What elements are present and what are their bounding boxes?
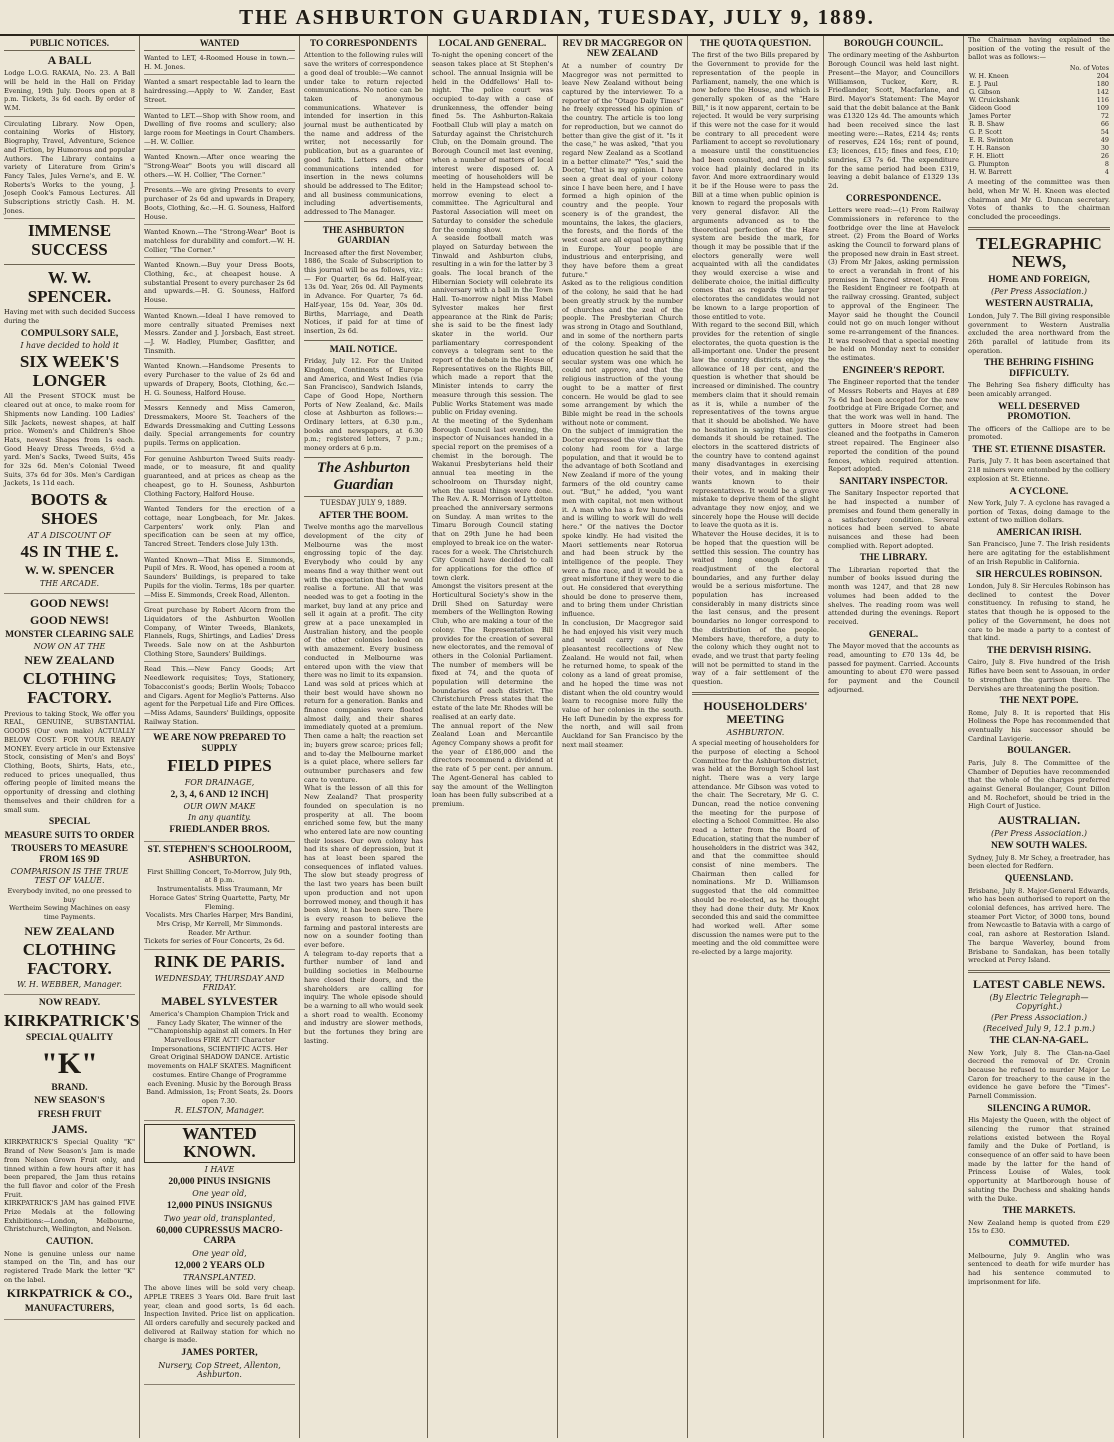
kirk-co-heading: KIRKPATRICK & CO., bbox=[6, 1286, 133, 1301]
poll-candidate: H. W. Barrett bbox=[969, 168, 1012, 177]
apple-text: The above lines will be sold very cheap. APPLE TREES 3 Years Old. Bare fruit last year, clean and good sorts, 1s 6d each. Inspection Invited. Price list on application. All orders carefully and securely packed and delivered at Railway station for which no charge is made. bbox=[144, 1284, 295, 1345]
caution-text: None is genuine unless our name stamped on the Tin, and has our registered Trade Mark the letter "K" on the label. bbox=[4, 1249, 135, 1284]
wanted-ad-11: For genuine Ashburton Tweed Suits ready-made, or to measure, fit and quality guaranteed, and at prices as cheap as the cheapest, go to H. Souness, Ashburton Clothing Factory, Halford House. bbox=[144, 454, 295, 498]
poll-candidate: G. P. Scott bbox=[969, 128, 1002, 137]
local-text-5: The annual report of the New Zealand Loan and Mercantile Agency Company shows a profit for the year of £186,000 and the directors recommend a dividend at the rate of 5 per cent. per annum. The Agent-General has cabled to say the amount of the Wellington loan has been fully subscribed at a premium. bbox=[432, 721, 553, 808]
kirk-text-2: KIRKPATRICK'S JAM has gained FIVE Prize Medals at the following Exhibitions:—London, Melbourne, Christchurch, Wellington, and Nelson. bbox=[4, 1199, 135, 1234]
poll-candidate: Gideon Good bbox=[969, 104, 1011, 113]
field-pipes-heading: FIELD PIPES bbox=[167, 756, 272, 776]
nz-heading: NEW ZEALAND bbox=[24, 653, 115, 668]
behring-heading: THE BEHRING FISHING DIFFICULTY. bbox=[984, 358, 1094, 379]
latest-sub-2: (Per Press Association.) bbox=[991, 1013, 1087, 1023]
west-aus-heading: WESTERN AUSTRALIA, bbox=[985, 299, 1093, 310]
poll-votes: 66 bbox=[1100, 120, 1109, 129]
now-ready-heading: NOW READY. bbox=[38, 998, 101, 1009]
poll-candidate: G. Gibson bbox=[969, 88, 1001, 97]
poll-row bbox=[968, 88, 1110, 96]
poll-votes: 8 bbox=[1104, 160, 1109, 169]
robinson-text: London, July 8. Sir Hercules Robinson has declined to contest the Dover constituency. In refusing to stand, he states that though he is opposed to the policy of the Government, he does not care to be made a party to a contest of that kind. bbox=[968, 582, 1110, 643]
decided-line: I have decided to hold it bbox=[20, 341, 119, 351]
wanted-ad-1: Wanted to LET, 4-Roomed House in town.—H. M. Jones. bbox=[144, 54, 295, 71]
compulsory-heading: COMPULSORY SALE, bbox=[20, 328, 119, 339]
poll-intro: The Chairman having explained the position of the voting the result of the ballot was as follows:— bbox=[968, 36, 1110, 62]
nz2-heading: NEW ZEALAND bbox=[24, 923, 115, 938]
own-make-line: OUR OWN MAKE bbox=[183, 802, 256, 812]
rink-ad bbox=[144, 953, 295, 1121]
poll-candidate: E. J. Paul bbox=[969, 80, 998, 89]
markets-text: New Zealand hemp is quoted from £29 15s to £30. bbox=[968, 1218, 1110, 1236]
poll-candidate: James Porter bbox=[969, 112, 1011, 121]
poll-row bbox=[968, 104, 1110, 112]
library-text: Circulating Library. Now Open, containing Works of History, Biography, Travel, Adventure, Science and Fiction, by Humorous and popular Authors. The Library contains a variety of Literature from Grim's Fancy Tales, Jules Verne's, and E. W. Roberts's Works to the young, J. Joseph Cook's Famous Lectures. All Subscriptions strictly Cash. H. M. Jones. bbox=[4, 119, 135, 215]
correspondents-heading: TO CORRESPONDENTS bbox=[309, 39, 418, 49]
masthead bbox=[0, 0, 1114, 36]
monster-heading: MONSTER CLEARING SALE bbox=[5, 629, 134, 640]
drainage-line: FOR DRAINAGE, bbox=[184, 777, 255, 787]
poll-row bbox=[968, 160, 1110, 168]
reader-text: Reader. Mr Arthur. bbox=[187, 928, 252, 937]
mabel-text: America's Champion Champion Trick and Fancy Lady Skater, The winner of the ""Championship against all comers. In Her Marvellous FIRE ACT! Character Impersonations, SCIENTIFIC ACTS. Her Great Original SHADOW DANCE. Artistic movements on HALF SKATES. Magnificent costumes. Entire Change of Programme each Evening. Music by the Borough Brass Band. Admission, 1s; Front Seats, 2s. Doors open 7.30. bbox=[146, 1009, 293, 1105]
wanted-ad-12: Wanted Tenders for the erection of a cottage, near Longbeach, for Mr. Jakes. Carpenters' work only. Plan and specification can be seen at my office, Tancred Street. Tenders close July 13th. bbox=[144, 505, 295, 549]
irish-heading: AMERICAN IRISH. bbox=[996, 528, 1082, 539]
poll-row bbox=[968, 144, 1110, 152]
column-7 bbox=[824, 36, 964, 1438]
poll-candidate: T. H. Ranson bbox=[969, 144, 1011, 153]
householders-sub: ASHBURTON. bbox=[726, 728, 785, 738]
friedlander-heading: FRIEDLANDER BROS. bbox=[169, 825, 270, 836]
wanted-ad-7: Wanted Known.—Buy your Dress Boots, Clothing, &c., at cheapest house. A substantial Present to every purchaser 2s 6d and upwards.—H. G. Souness, Halford House. bbox=[144, 261, 295, 305]
tickets-text: Tickets for series of Four Concerts, 2s 6d. bbox=[144, 937, 285, 946]
porter-ad bbox=[144, 1124, 295, 1385]
queensland-heading: QUEENSLAND. bbox=[1004, 874, 1074, 885]
sizes-line: 2, 3, 4, 6 AND 12 INCH] bbox=[170, 789, 269, 800]
instrumentalists-text: Instrumentalists. Miss Traumann, Mr Horace Gates' String Quartette, Party, Mr Fleming. bbox=[149, 885, 290, 911]
cyclone-text: New York, July 7. A cyclone has ravaged a portion of Texas, doing damage to the extent of two million dollars. bbox=[968, 498, 1110, 525]
k-brand-heading: "K" bbox=[41, 1046, 98, 1080]
inner-masthead: The Ashburton Guardian bbox=[304, 457, 423, 497]
clothing2-heading: CLOTHING FACTORY. bbox=[22, 939, 117, 978]
poll-votes: 116 bbox=[1096, 96, 1109, 105]
poll-votes: 49 bbox=[1100, 136, 1109, 145]
quota-text: The first of the two Bills prepared by the Government to provide for the representation of the people in Parliament, namely, the one which is now before the House, and which is generally spoken of as the "Hare Bill," is it now apparent, certain to be rejected. It would be very surprising if this were not the case for it would be contrary to all precedent were Parliament to accept so revolutionary a measure until the constituencies had been consulted, and the public voice had plainly declared in its favor. And more extraordinary would it be if the House were to pass the Bill at a time when public opinion is known to regard the proposals with very general disfavor. All the arguments advanced as to the theoretical perfection of the Hare system are beside the mark, for though it may be possible that if the electors generally were well acquainted with all the candidates they would exercise a wise and deliberate choice, the initial difficulty comes that as regards the larger electorates the candidates would not be known to a large proportion of those entitled to vote. bbox=[692, 51, 819, 321]
special-heading: SPECIAL bbox=[48, 817, 91, 828]
macgregor-text-4: In conclusion, Dr Macgregor said he had enjoyed his visit very much and would carry away the pleasantest recollections of New Zealand. He would not fail, when he returned home, to speak of the colony as a land of great promise, and he hoped the time was not distant when the old country would learn to recognise more fully the value of her colonies in the south. He left Dunedin by the express for the north, and will sail from Auckland for San Francisco by the next mail steamer. bbox=[562, 618, 683, 749]
wanted-ad-8: Wanted Known.—Ideal I have removed to more centrally situated Premises next Messrs. Zander and J. Jorsbach, East street.—J. W. Hadley, Plumber, Gasfitter, and Tinsmith. bbox=[144, 311, 295, 355]
webber-line: W. H. WEBBER, Manager. bbox=[17, 980, 122, 990]
local-heading: LOCAL AND GENERAL. bbox=[438, 39, 547, 49]
poll-votes: 109 bbox=[1096, 104, 1109, 113]
engineer-text: The Engineer reported that the tender of Messrs Roberts and Hayes at £89 7s 6d had been accepted for the new footbridge at Fire Brigade Corner, and that the work was well in hand. The gutters in Moore street had been cleaned and the footpaths in Cameron street repaired. The Engineer also reported the condition of the pound fences, which required attention. Report adopted. bbox=[828, 378, 959, 474]
commuted-heading: COMMUTED. bbox=[1008, 1239, 1070, 1250]
discount-pre: AT A DISCOUNT OF bbox=[27, 530, 111, 540]
ball-text: Lodge L.O.G. RAKAIA, No. 23. A Ball will be held in the Hall on Friday Evening, 19th July. Doors open at 8 p.m. Tickets, 3s 6d each. By order of W.M. bbox=[4, 69, 135, 112]
ball-ad bbox=[4, 54, 135, 117]
poll-row bbox=[968, 120, 1110, 128]
column-2 bbox=[140, 36, 300, 1438]
poll-header: No. of Votes bbox=[1069, 64, 1109, 73]
poll-row bbox=[968, 80, 1110, 88]
west-aus-text: London, July 7. The Bill giving responsible government to Western Australia excluded the area northward from the 26th parallel of latitude from its operation. bbox=[968, 311, 1110, 355]
trousers-heading: TROUSERS TO MEASURE FROM 16S 9D bbox=[11, 844, 128, 865]
everybody-line: Everybody invited, no one pressed to buy bbox=[7, 886, 132, 904]
manufacturers-heading: MANUFACTURERS, bbox=[24, 1303, 115, 1314]
good-news-heading: GOOD NEWS! bbox=[29, 596, 109, 611]
wanted-ad-9: Wanted Known.—Handsome Presents to every Purchaser to the value of 2s 6d and upwards of Drapery, Boots, Clothing, &c.—H. G. Souness, Halford House. bbox=[144, 362, 295, 397]
kirkpatrick-heading: KIRKPATRICK'S bbox=[4, 1010, 140, 1030]
boulanger-text: Paris, July 8. The Committee of the Chamber of Deputies have recommended that the whole of the charges preferred against General Boulanger, Count Dillon and M. Rochefort, should be tried in the High Court of Justice. bbox=[968, 758, 1110, 811]
clothing-heading: CLOTHING FACTORY. bbox=[22, 669, 117, 708]
years-heading: 12,000 2 YEARS OLD bbox=[174, 1260, 265, 1271]
transplanted-line: TRANSPLANTED. bbox=[183, 1273, 256, 1283]
spencer-text: Having met with such decided Success during the bbox=[4, 308, 135, 325]
fresh-fruit-heading: FRESH FRUIT bbox=[37, 1109, 102, 1120]
nsw-text: Sydney, July 8. Mr Schey, a freetrader, has been elected for Redfern. bbox=[968, 853, 1110, 871]
press-assoc: (Per Press Association.) bbox=[991, 287, 1087, 297]
column-8 bbox=[964, 36, 1114, 1438]
guardian-heading: THE ASHBURTON GUARDIAN bbox=[322, 225, 405, 247]
brand-heading: BRAND. bbox=[51, 1082, 88, 1093]
poll-candidate: E. R. Swinton bbox=[969, 136, 1014, 145]
latest-heading: LATEST CABLE NEWS. bbox=[973, 976, 1105, 991]
poll-votes: 26 bbox=[1100, 152, 1109, 161]
next-pope-text: Rome, July 8. It is reported that His Holiness the Pope has recommended that eventually his successor should be Cardinal Lavigerie. bbox=[968, 708, 1110, 743]
spencer2-heading: W. W. SPENCER bbox=[24, 563, 115, 578]
column-2-header: WANTED bbox=[144, 36, 295, 51]
spencer-ad bbox=[4, 222, 135, 594]
comparison-line: COMPARISON IS THE TRUE TEST OF VALUE. bbox=[10, 866, 129, 885]
library7-text: The Librarian reported that the number of books issued during the month was 1247, and that 28 new volumes had been added to the shelves. The reading room was well attended during the evenings. Report received. bbox=[828, 565, 959, 626]
wanted-ad-3: Wanted to LET.—Shop with Show room, and Dwelling of five rooms and scullery; also large room for Meetings in Court Chambers.—H. W. Collier. bbox=[144, 111, 295, 146]
quota-text-2: With regard to the second Bill, which provides for the retention of single electorates, the quota question is the all-important one. Under the present law the country districts enjoy the allowance of 18 per cent, and the question is whether that should be increased or diminished. The country members claim that it should remain as it is, while a number of the representatives of the towns argue that it should be abolished. We have no hesitation in saying that justice demands it should be retained. The electors in the scattered districts of the country have to contend against many disadvantages in exercising their votes, and in making their wants known to their representatives. It would be a grave mistake to deprive them of the slight advantage they now enjoy, and we sincerely hope the House will decide to leave the quota as it is. bbox=[692, 321, 819, 530]
correspondents-text: Attention to the following rules will save the writers of correspondence a good deal of trouble:—We cannot under take to return rejected communications. No notice can be taken of anonymous communications. Whatever is intended for insertion in this journal must be authenticated by the name and address of the writer, not necessarily for publication, but as a guarantee of good faith. Letters and other communications intended for insertion in the news columns should be addressed to The Editor; and all business communications, including advertisements, addressed to The Manager. bbox=[304, 51, 423, 217]
column-1 bbox=[0, 36, 140, 1438]
poll-votes: 180 bbox=[1096, 80, 1109, 89]
etienne-heading: THE ST. ETIENNE DISASTER. bbox=[972, 444, 1106, 455]
macgregor-text-2: Asked as to the religious condition of the colony, he said that he had been greatly struck by the number of churches and the zeal of the people. The Presbyterian Church was strong in Otago and Southland, and in some of the northern parts of the colony. Speaking of the education question he said that the secular system was one which he could not approve, and that the religious instruction of the young ought to be a matter of first concern. He would be glad to see some arrangement by which the Bible might be read in the schools without note or comment. bbox=[562, 279, 683, 427]
macgregor-heading: REV DR MACGREGOR ON NEW ZEALAND bbox=[562, 39, 683, 60]
immense-heading: IMMENSE SUCCESS bbox=[27, 221, 112, 260]
wanted-ad-6: Wanted Known.—The "Strong-Wear" Boot is matchless for durability and comfort.—W. H. Collier, "The Corner." bbox=[144, 228, 295, 254]
wanted-ad-13: Wanted Known—That Miss E. Simmonds, Pupil of Mrs. R. Wood, has opened a room at Saunders' Buildings, is prepared to take Pupils for the violin. Terms, 18s per quarter.—Miss E. Simmonds, Creek Road, Allenton. bbox=[144, 555, 295, 599]
discount-heading: 4S IN THE £. bbox=[20, 541, 119, 561]
etienne-text: Paris, July 7. It has been ascertained that 218 miners were entombed by the colliery explosion at St. Etienne. bbox=[968, 457, 1110, 483]
wanted-ad-15: Read This.—New Fancy Goods; Art Needlework requisites; Toys, Stationery, Tobacconist's goods; Berlin Wools; Tobacco and Cigars. Agent for Meglio's Patterns. Also agent for the Perpetual Life and Fire Offices.—Miss Adams, Saunders' Buildings, opposite Railway Station. bbox=[144, 665, 295, 726]
clothing-ad bbox=[4, 597, 135, 995]
silencing-text: His Majesty the Queen, with the object of silencing the rumor that strained relations existed between the Royal family and the Duke of Portland, is consequence of an offer said to have been made by the latter for the hand of Princess Louise of Wales, took opportunity at Marlborough house of saluting the Duchess and shaking hands with the Duke. bbox=[968, 1116, 1110, 1203]
poll-row bbox=[968, 112, 1110, 120]
library-ad bbox=[4, 120, 135, 220]
boom-text-2: What is the lesson of all this for New Zealand? That prosperity founded on speculation is no prosperity at all. The boom enriched some few, but the many who entered late are now counting their losses. Our own colony has had its share of depression, but it has at least been spared the consequences of inflated values. The slow but steady progress of the last two years has been built upon production and not upon borrowed money, and though it has been slow, it has been sure. There is every reason to believe the farming and pastoral interests are now on a sounder footing than ever before. bbox=[304, 784, 423, 950]
poll-row bbox=[968, 152, 1110, 160]
irish-text: San Francisco, June 7. The Irish residents here are agitating for the establishment of an Irish Republic in California. bbox=[968, 540, 1110, 566]
poll-candidate: W. Cruickshank bbox=[969, 96, 1020, 105]
cupress-heading: 60,000 CUPRESSUS MACRO-CARPA bbox=[156, 1225, 283, 1247]
mail-text: Friday, July 12. For the United Kingdom, Continents of Europe and America, and West Indies (via San Francisco), Sandwich Islands, Cape of Good Hope, Northern Ports of New Zealand, &c. Mails close at Ashburton as follows:—Ordinary letters, at 6.30 p.m., books and newspapers, at 6.30 p.m.; registered letters, 7 p.m.; money orders at 6 p.m. bbox=[304, 357, 423, 453]
sanitary-heading: SANITARY INSPECTOR. bbox=[839, 476, 948, 487]
commuted-text: Melbourne, July 9. Anglin who was sentenced to death for wife murder has had his sentence commuted to imprisonment for life. bbox=[968, 1251, 1110, 1286]
library-heading: THE LIBRARY. bbox=[859, 553, 928, 564]
general-heading: GENERAL. bbox=[868, 629, 919, 640]
clan-text: New York, July 8. The Clan-na-Gael decreed the removal of Dr. Cronin because he refused to murder Major Le Caron for treachery to the cause in the evidence he gave before the "Times"-Parnell Commission. bbox=[968, 1048, 1110, 1101]
caution-heading: CAUTION. bbox=[45, 1237, 94, 1248]
elston-line: R. ELSTON, Manager. bbox=[174, 1105, 265, 1115]
inner-date: TUESDAY JULY 9, 1889. bbox=[320, 498, 407, 507]
dervish-heading: THE DERVISH RISING. bbox=[987, 645, 1091, 656]
macgregor-text-3: On the subject of immigration the Doctor expressed the view that the colony had room for a large population, and that it would be to the advantage of both Scotland and New Zealand if more of the young farmers of the old country came out. "But," he added, "you want men with capital, not men without it. A man who has a few hundreds and is willing to work will do well here." Of the natives the Doctor spoke kindly. He had visited the Maori settlements near Rotorua and had been struck by the intelligence of the people. They were a fine race, and it would be a great misfortune if they were to die out. He considered that everything should be done to preserve them, and to bring them under Christian influence. bbox=[562, 427, 683, 619]
boom-text: Twelve months ago the marvellous development of the city of Melbourne was the most engrossing topic of the day. Everybody who could by any means find a way thither went out with the expectation that he would realise a fortune. All that was needed was to get a footing in the market, buy land at any price and sell it again at a profit. The city grew at a pace unexampled in Australian history, and the people of the other colonies looked on with amazement. Every business conducted in Melbourne was entered upon with the view that there was no limit to its expansion. Land was sold at prices which at their best would have shown no return for a generation. Banks and finance companies were floated almost daily, and their shares immediately quoted at a premium. Then came a halt; the reaction set in; buyers grew scarce; prices fell; and to-day the Melbourne market is a quiet place, where sellers far outnumber purchasers and few care to venture. bbox=[304, 523, 423, 784]
general-text: The Mayor moved that the accounts as read, amounting to £70 13s 4d, be passed for payment. Carried. Accounts amounting to about £70 were passed for payment and the Council adjourned. bbox=[828, 642, 959, 694]
clan-heading: THE CLAN-NA-GAEL. bbox=[989, 1036, 1089, 1047]
good-news-heading-2: GOOD NEWS! bbox=[29, 612, 109, 627]
boulanger-heading: BOULANGER. bbox=[1007, 746, 1071, 757]
poll-votes: 4 bbox=[1104, 168, 1109, 177]
householders-text: A special meeting of householders for the purpose of electing a School Committee for the Ashburton district, was held at the Borough School last night. There was a very large attendance. Mr Gibson was voted to the chair. The Secretary, Mr G. C. Duncan, read the notice convening the meeting for the purpose of electing a School Committee. He also read a letter from the Board of Education, stating that the number of householders in the district was 342, and that the committee should consist of nine members. The Chairman then called for nominations. Mr D. Williamson suggested that the old committee should be re-elected, as he thought they had done their duty. Mr Knox seconded this and said the committee had worked well. After some discussion the names were put to the meeting and the old committee were re-elected by a large majority. bbox=[692, 739, 819, 957]
householders-heading: HOUSEHOLDERS' MEETING bbox=[703, 698, 808, 726]
poll-votes: 204 bbox=[1096, 72, 1109, 81]
prepared-heading: WE ARE NOW PREPARED TO SUPPLY bbox=[153, 733, 286, 754]
wanted-ad-10: Messrs Kennedy and Miss Cameron, Dressmakers, Moore St. Teachers of the Edwards Dressmaking and Cutting Lessons daily. Special arrangements for country pupils. Terms on application. bbox=[144, 404, 295, 448]
now-on-line: NOW ON AT THE bbox=[33, 642, 106, 652]
guardian-text: Increased after the first November, 1886, the Scale of Subscription to this journal will be as follows, viz.:— For Quarter, 6s 6d. Half-year, 13s 0d. Year, 26s 0d. All Payments in Advance. For Quarter, 7s 6d. Half-year, 15s 0d. Year, 30s 0d. Births, Marriage, and Death Notices, if paid for at time of insertion, 2s 6d. bbox=[304, 248, 423, 335]
concert-ad bbox=[144, 845, 295, 950]
poll-candidate: R. B. Shaw bbox=[969, 120, 1005, 129]
spencer-heading: W. W. SPENCER. bbox=[27, 267, 112, 306]
corr7-heading: CORRESPONDENCE. bbox=[845, 193, 942, 204]
quota-text-3: Whatever the House decides, it is to be hoped that the question will be settled this session. The country has waited long enough for a readjustment of the electoral boundaries, and any further delay would be a serious misfortune. The population has increased considerably in many districts since the last census, and the present boundaries no longer correspond to the distribution of the people. Members have, therefore, a duty to the colony which they ought not to evade, and we trust that party feeling will not be permitted to stand in the way of a fair settlement of the question. bbox=[692, 530, 819, 687]
pinus2-heading: 12,000 PINUS INSIGNUS bbox=[166, 1201, 273, 1212]
arcade-line: THE ARCADE. bbox=[39, 579, 100, 589]
sanitary-text: The Sanitary Inspector reported that he had inspected a number of premises and found them generally in a satisfactory condition. Several notices had been served to abate nuisances and these had been complied with. Report adopted. bbox=[828, 489, 959, 550]
home-foreign-heading: HOME AND FOREIGN, bbox=[988, 275, 1090, 285]
local-text: To-night the opening concert of the season takes place at St Stephen's school. The annual Insignia will be held in the Oddfellows' Hall to-night. The police court was occupied to-day with a case of drunkenness, the offender being fined 5s. The Ashburton-Rakaia Football Club will play a match on Saturday against the Christchurch Club, on the Domain ground. The Borough Council met last evening, when a number of matters of local interest were disposed of. A meeting of householders will be held in the Hampstead school to-morrow evening to elect a committee. The Agricultural and Pastoral Association will meet on Saturday to consider the schedule for the coming show. bbox=[432, 51, 553, 234]
any-quantity-line: In any quantity. bbox=[187, 813, 252, 823]
poll-after: A meeting of the committee was then held, when Mr W. H. Kneen was elected chairman and Mr G. Duncan secretary. Votes of thanks to the chairman concluded the proceedings. bbox=[968, 178, 1110, 221]
local-text-4: Amongst the visitors present at the Horticultural Society's show in the Drill Shed on Saturday were members of the Wellington Rowing Club, who are making a tour of the colony. The Representation Bill provides for the creation of several new electorates, and the removal of others in the Colonial Parliament. The number of members will be fixed at 74, and the quota of population will determine the boundaries of each district. The Christchurch Press states that the estate of the late Mr. Rhodes will be realised at an early date. bbox=[432, 582, 553, 721]
poll-votes: 142 bbox=[1096, 88, 1109, 97]
pinus-age: One year old, bbox=[192, 1189, 247, 1199]
pinus2-age: Two year old, transplanted, bbox=[163, 1213, 276, 1223]
corr7-text: Letters were read:—(1) From Railway Commissioners in reference to the footbridge over the line at Havelock street. (2) From the Board of Works asking the Council to forward plans of the proposed new drain in East street. (3) From Mr Jakes, asking permission to erect a verandah in front of his premises in Tancred street. (4) From the Resident Engineer re footpath at the railway crossing. Granted, subject to approval of the Engineer. The Mayor said he thought the Council could not go on much longer without some re-arrangement of the finances. It was resolved that a special meeting be held on Monday next to consider the estimates. bbox=[828, 206, 959, 363]
special-quality-heading: SPECIAL QUALITY bbox=[25, 1033, 114, 1044]
poll-row bbox=[968, 96, 1110, 104]
wertheim-line: Wertheim Sewing Machines on easy time Payments. bbox=[9, 904, 130, 922]
local-text-2: A seaside football match was played on Saturday between the Tinwald and Ashburton clubs, resulting in a win for the latter by 3 goals. The local branch of the Hibernian Society will celebrate its anniversary with a ball in the Town Hall. To-morrow night Miss Mabel Sylvester makes her first appearance at the Rink de Paris; she is said to be the finest lady skater in the world. Our parliamentary correspondent conveys a telegram sent to the report of the debate in the House of Representatives on the Rights Bill, which made a report that the Minister intends to carry the measure through this session. The Public Works Statement was made public on Friday evening. bbox=[432, 234, 553, 417]
wanted-ad-5: Presents.—We are giving Presents to every purchaser of 2s 6d and upwards in Drapery, Boots, Clothing, &c.—H. G. Souness, Halford House. bbox=[144, 186, 295, 221]
porter-heading: JAMES PORTER, bbox=[181, 1348, 258, 1359]
stephens-heading: ST. STEPHEN'S SCHOOLROOM, ASHBURTON. bbox=[147, 844, 292, 866]
kirk-text: KIRKPATRICK'S Special Quality "K" Brand of New Season's Jam is made from Nelson Grown Fruit only, and tinned within a few hours after it has been prepared, the Jam thus retains the full flavor and color of the Fresh Fruit. bbox=[4, 1138, 135, 1199]
rink-heading: RINK DE PARIS. bbox=[154, 952, 285, 972]
poll-votes: 54 bbox=[1100, 128, 1109, 137]
boots-heading: BOOTS & SHOES bbox=[31, 490, 108, 528]
cyclone-heading: A CYCLONE. bbox=[1009, 486, 1069, 497]
queensland-text: Brisbane, July 8. Major-General Edwards, who has been authorised to report on the colonial defences, has arrived here. The steamer Port Victor, of 3000 tons, bound from Newcastle to Batavia with a cargo of coal, ran ashore at Restoration Island. The barque Waverley, bound from Brisbane to Sandakan, has been totally wrecked at Percy Island. bbox=[968, 886, 1110, 965]
dervish-text: Cairo, July 8. Five hundred of the Irish Rifles have been sent to Assouan, in order to strengthen the garrison there. The Dervishes are threatening the position. bbox=[968, 658, 1110, 693]
field-pipes-ad bbox=[144, 733, 295, 841]
poll-table bbox=[968, 64, 1110, 176]
borough-heading: BOROUGH COUNCIL. bbox=[843, 39, 944, 49]
australian-heading: AUSTRALIAN. bbox=[997, 813, 1081, 828]
well-deserved-heading: WELL DESERVED PROMOTION. bbox=[998, 401, 1080, 423]
boom-text-3: A telegram to-day reports that a further number of land and building societies in Melbourne have closed their doors, and the shareholders are calling for inquiry. The whole episode should be a warning to all who would seek a short road to wealth. Economy and industry are slower methods, but the fortunes they bring are lasting. bbox=[304, 949, 423, 1045]
after-boom-heading: AFTER THE BOOM. bbox=[318, 510, 409, 521]
macgregor-text: At a number of country Dr Macgregor was not permitted to leave New Zealand without being captured by the interviewer. To a reporter of the "Otago Daily Times" he freely expressed his opinion of the country. The article is too long for reproduction, but we cannot do better than give the gist of it. "Is it the case," he was asked, "that you regard New Zealand as a Scotland in a better climate?" "Yes," said the Doctor, "that is my opinion. I have seen a great deal of your colony since I have been here, and I have formed a high opinion of the country and the people. Your scenery is of the grandest, the mountains, the lakes, the glaciers, the forests, and the fiords of the west coast are all equal to anything in Europe. Your people are industrious and enterprising, and they have before them a great future." bbox=[562, 61, 683, 279]
wanted-ad-2: Wanted a smart respectable lad to learn the hairdressing.—Apply to W. Zander, East Street. bbox=[144, 78, 295, 104]
measure-heading: MEASURE SUITS TO ORDER bbox=[4, 830, 135, 841]
new-season-heading: NEW SEASON'S bbox=[34, 1096, 105, 1107]
poll-header-row bbox=[968, 64, 1110, 72]
poll-row bbox=[968, 72, 1110, 80]
poll-row bbox=[968, 136, 1110, 144]
column-6 bbox=[688, 36, 824, 1438]
poll-row bbox=[968, 168, 1110, 176]
column-1-header: PUBLIC NOTICES. bbox=[4, 36, 135, 51]
quota-heading: THE QUOTA QUESTION. bbox=[700, 39, 811, 49]
poll-row bbox=[968, 128, 1110, 136]
poll-votes: 30 bbox=[1100, 144, 1109, 153]
borough-text: The ordinary meeting of the Ashburton Borough Council was held last night. Present—the Mayor, and Councillors Williamson, Tucker, Kerr, R. Friedlander, Scott, Macfarlane, and Bird. Mayor's Statement: The Mayor said that the debit balance at the Bank was £1320 12s 4d. The amounts which had been received since the last meeting were:—Rates, £214 4s; rents of reserves, £24 16s; rent of pound, £3; licences, £15; fines and fees, £10; sundries, £3 7s 6d. The expenditure for the same period had been £319, leaving a debit balance of £1329 13s 2d. bbox=[828, 51, 959, 190]
column-4 bbox=[428, 36, 558, 1438]
column-3 bbox=[300, 36, 428, 1438]
wanted-ad-4: Wanted Known.—After once wearing the "Strong-Wear" Boots you will discard all others.—W. H. Collier, "The Corner." bbox=[144, 153, 295, 179]
column-5 bbox=[558, 36, 688, 1438]
poll-body bbox=[968, 72, 1110, 176]
australian-sub: (Per Press Association.) bbox=[991, 829, 1087, 839]
vocalists-text: Vocalists. Mrs Charles Harper, Mrs Bandini, Mrs Crisp, Mr Kerrell, Mr Simmonds. bbox=[145, 911, 294, 928]
clothing-text: Previous to taking Stock, We offer you REAL, GENUINE, SUBSTANTIAL GOODS (Our own make) ACTUALLY BELOW COST. FOR YOUR READY MONEY. Every article in our Extensive Stock, consisting of Men's and Boys' Clothing, Boots, Shirts, Hats, etc., reduced to prices unequalled, thus offering people of limited means the opportunity of dressing and clothing themselves and their children for a small sum. bbox=[4, 709, 135, 814]
jams-heading: JAMS. bbox=[51, 1122, 88, 1137]
six-weeks-text: All the Present STOCK must be cleared out at once, to make room for Shipments now Landing. 100 Ladies' Silk Jackets, newest shapes, at half price. Women's and Children's Shoe Hats, newest Shapes from 1s each. Good Heavy Dress Tweeds, 6½d a yard. Men's Sacks, Tweed Suits, 45s for 32s 6d. Men's Colonial Tweed Suits, 37s 6d for 30s. Men's Cardigan Jackets, 1s 11d each. bbox=[4, 392, 135, 488]
silencing-heading: SILENCING A RUMOR. bbox=[987, 1103, 1091, 1114]
nsw-heading: NEW SOUTH WALES. bbox=[990, 841, 1087, 852]
mabel-heading: MABEL SYLVESTER bbox=[161, 993, 278, 1008]
poll-votes: 72 bbox=[1100, 112, 1109, 121]
wanted-ad-14: Great purchase by Robert Alcorn from the Liquidators of the Ashburton Woollen Company, of Winter Tweeds, Blankets, Flannels, Rugs, Shirtings, and Ladies' Dress Tweeds. Sale now on at the Ashburton Clothing Store, Saunders' Buildings. bbox=[144, 606, 295, 658]
well-deserved-text: The officers of the Calliope are to be promoted. bbox=[968, 424, 1110, 442]
mail-heading: MAIL NOTICE. bbox=[329, 344, 398, 355]
latest-sub: (By Electric Telegraph—Copyright.) bbox=[989, 993, 1089, 1012]
received-line: (Received July 9, 12.1 p.m.) bbox=[983, 1024, 1095, 1034]
cupress-age: One year old, bbox=[192, 1248, 247, 1258]
next-pope-heading: THE NEXT POPE. bbox=[999, 696, 1079, 707]
pinus-heading: 20,000 PINUS INSIGNIS bbox=[168, 1177, 271, 1188]
poll-candidate: W. H. Kneen bbox=[969, 72, 1009, 81]
rink-date: WEDNESDAY, THURSDAY AND FRIDAY. bbox=[154, 973, 285, 992]
masthead-title: THE ASHBURTON GUARDIAN, TUESDAY, JULY 9, 1889. bbox=[239, 5, 875, 29]
nursery-line: Nursery, Cop Street, Allenton, Ashburton. bbox=[158, 1360, 281, 1379]
behring-text: The Behring Sea fishery difficulty has been amicably arranged. bbox=[968, 381, 1110, 398]
wanted-known-heading: WANTED KNOWN. bbox=[144, 1124, 295, 1163]
kirkpatrick-ad bbox=[4, 998, 140, 1320]
robinson-heading: SIR HERCULES ROBINSON. bbox=[976, 569, 1102, 580]
engineer-heading: ENGINEER'S REPORT. bbox=[842, 365, 945, 376]
markets-heading: THE MARKETS. bbox=[1002, 1206, 1076, 1217]
poll-candidate: G. Plumpton bbox=[969, 160, 1010, 169]
have-line: I HAVE bbox=[204, 1165, 235, 1175]
ball-heading: A BALL bbox=[47, 53, 92, 67]
telegraphic-heading: TELEGRAPHIC NEWS, bbox=[976, 233, 1102, 272]
poll-candidate: F. H. Eliott bbox=[969, 152, 1004, 161]
concert-line: First Shilling Concert, To-Morrow, July 9th, at 8 p.m. bbox=[147, 867, 292, 885]
local-text-3: At the meeting of the Sydenham Borough Council last evening, the inspector of Nuisances handed in a special report on the premises of a chemist in the borough. The Wakanui Presbyterians held their annual tea meeting in the schoolroom on Thursday night, when the usual things were done. The Rev. A. R. Morrison of Lyttelton preached the anniversary sermons on Sunday. A man writes to the Timaru Borough Council stating that on 29th June he had been employed to break ice on the water-races for a week. The Christchurch City Council have decided to call for applications for the office of town clerk. bbox=[432, 416, 553, 582]
six-weeks-heading: SIX WEEK'S LONGER bbox=[19, 352, 120, 390]
